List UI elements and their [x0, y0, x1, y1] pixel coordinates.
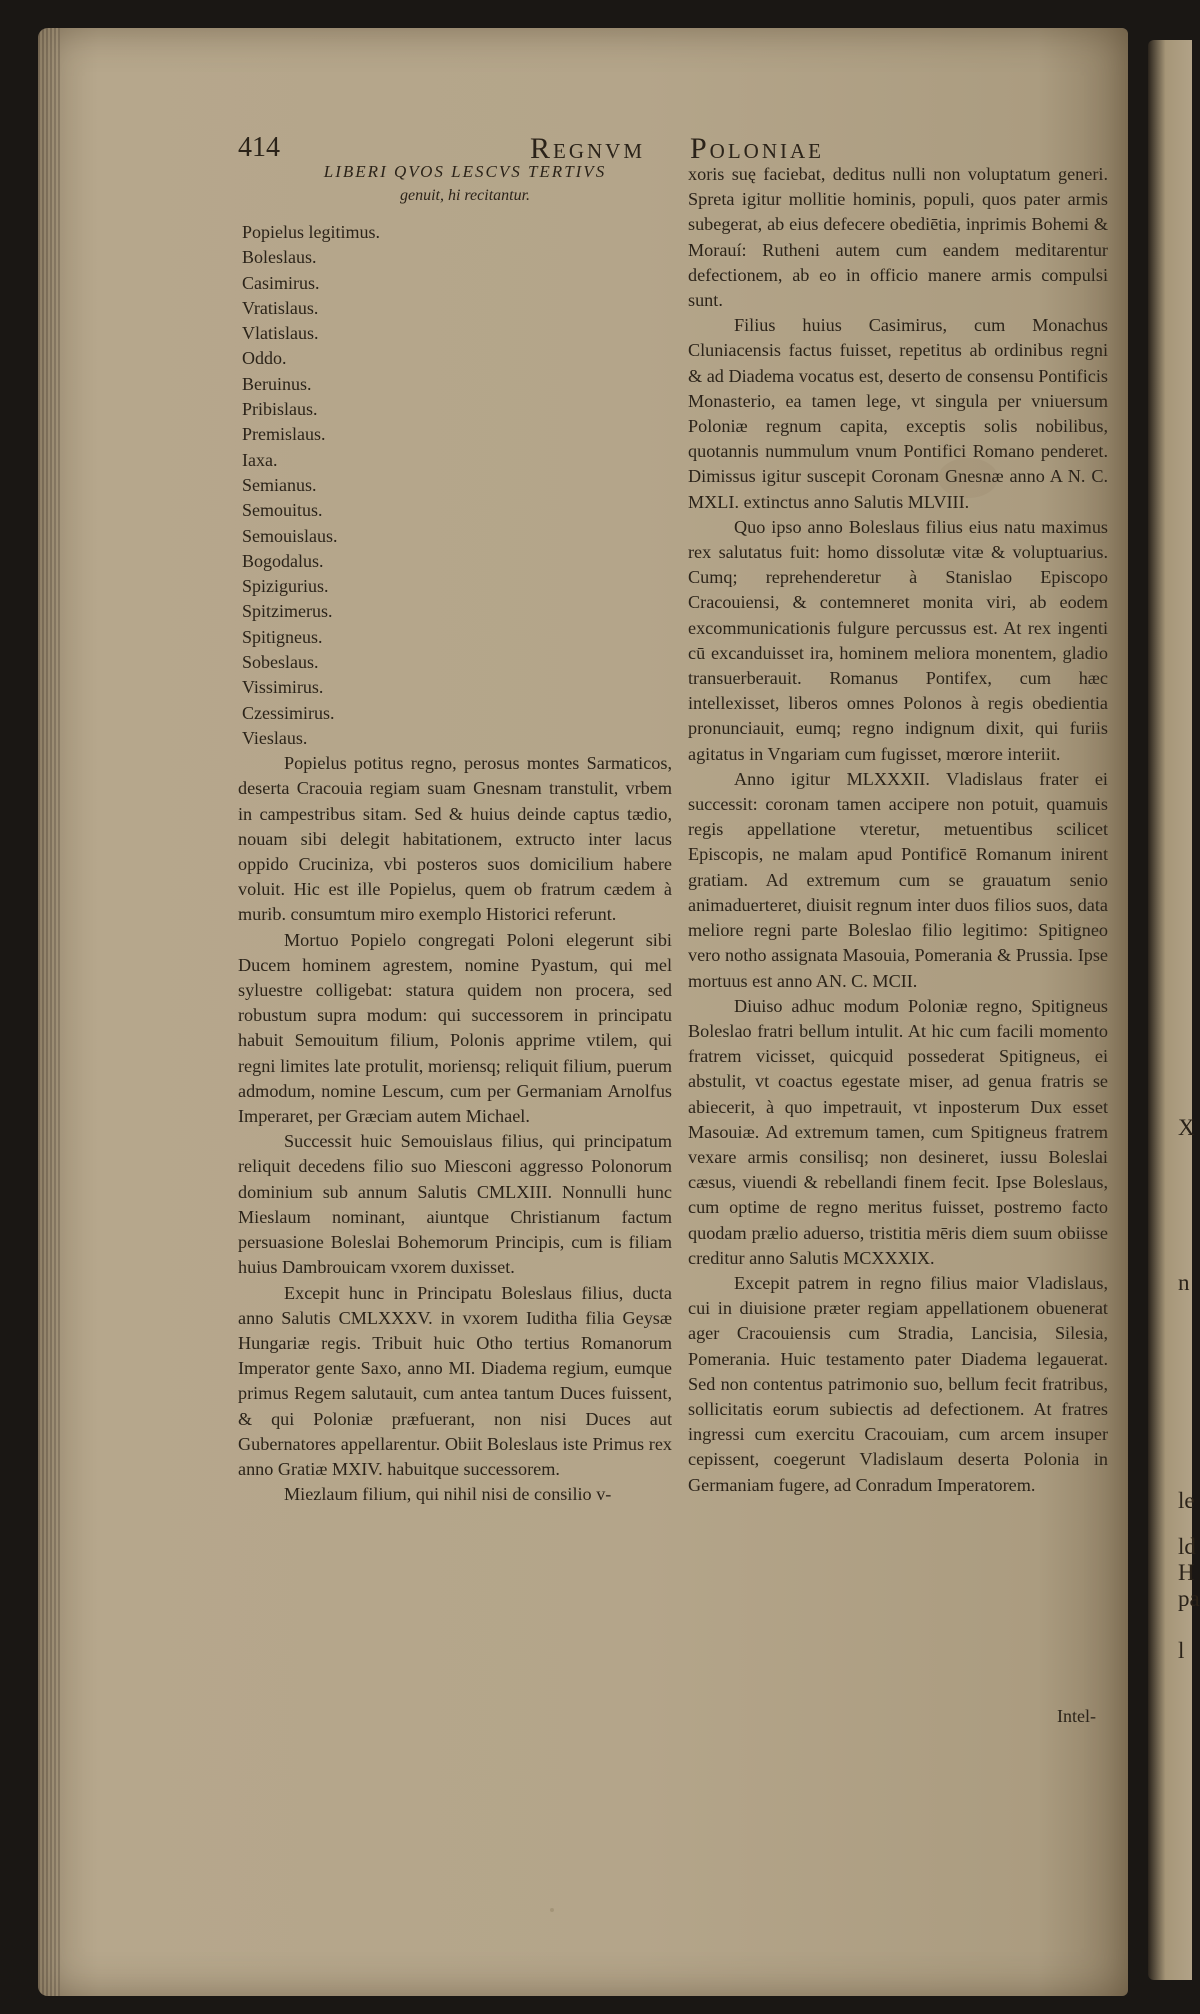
- paragraph: Diuiso adhuc modum Poloniæ regno, Spitigneus Boleslao fratri bellum intulit. At hic cum facili momento fratrem vicisset, quicquid possederat Spitigneus, ei abstulit, vt coactus egestate miser, ad genua fratris se abiecerit, à quo impetrauit, vt inposterum Dux esset Masouiæ. Ad extremum tamen, cum Spitigneus fratrem vexare armis consilisq; non desineret, iussu Boleslai cæsus, viuendi & rebellandi finem fecit. Ipse Boleslaus, cum optime de regno meritus fuisset, postremo facto quodam prælio aduerso, tristitia mēris diem suum obiisse creditur anno Salutis MCXXXIX.: [688, 995, 1108, 1268]
- paragraph: Excepit patrem in regno filius maior Vladislaus, cui in diuisione præter regiam appellationem obuenerat ager Cracouiensis cum Stradia, Lancisia, Silesia, Pomerania. Huic testamento pater Diadema legauerat. Sed non contentus patrimonio suo, bellum fecit fratribus, sollicitatis eorum subiectis ad defectionem. At fratres ingressi cum exercitu Cracouiam, cum arcem insuper cepissent, coegerunt Vladislaum deserta Polonia in Germaniam fugere, ad Conradum Imperatorem.: [688, 1272, 1108, 1495]
- list-item: Vratislaus.: [242, 297, 319, 318]
- right-column: [688, 162, 1108, 1498]
- list-item: Vieslaus.: [242, 727, 308, 748]
- paper-speck: [550, 1908, 554, 1912]
- paragraph: Excepit hunc in Principatu Boleslaus filius, ducta anno Salutis CMLXXXV. in vxorem Iuditha filia Geysæ Hungariæ regis. Tribuit huic Otho tertius Romanorum Imperator gente Saxo, anno MI. Diadema regium, eumque primus Regem salutauit, cum antea tantum Duces fuissent, & qui Poloniæ præfuerant, non nisi Duces aut Gubernatores appellarentur. Obiit Boleslaus iste Primus rex anno Gratiæ MXIV. habuitque successorem.: [238, 1282, 672, 1479]
- list-item: Iaxa.: [242, 449, 278, 470]
- paragraph: Popielus potitus regno, perosus montes Sarmaticos, deserta Cracouia regiam suam Gnesnam transtulit, vrbem in campestribus sitam. Sed & huius deinde captus tædio, nouam sibi delegit habitationem, extructo inter lacus oppido Cruciniza, vbi posteros suos domicilium habere voluit. Hic est ille Popielus, quem ob fratrum cædem à murib. consumtum miro exemplo Historici referunt.: [238, 753, 672, 925]
- list-item: Vissimirus.: [242, 677, 324, 698]
- paragraph: Mortuo Popielo congregati Poloni elegerunt sibi Ducem hominem agrestem, nomine Pyastum, qui mel syluestre colligebat: statura quidem non procera, sed robustum supra modum: qui successorem in principatu habuit Semouitum filium, Polonis apprime vtilem, qui regni limites late protulit, moriensq; reliquit filium, puerum admodum, nomine Lescum, cum per Germaniam Arnolfus Imperaret, per Græciam autem Michael.: [238, 929, 672, 1127]
- running-title: Regnvm: [530, 132, 646, 165]
- list-item: Popielus legitimus.: [242, 222, 381, 242]
- list-item: Casimirus.: [242, 272, 320, 293]
- list-item: Premislaus.: [242, 424, 326, 445]
- list-item: Boleslaus.: [242, 247, 317, 268]
- list-item: Spitzimerus.: [242, 601, 333, 622]
- children-list: [242, 220, 672, 751]
- list-item: Spizigurius.: [242, 576, 329, 597]
- paragraph: Filius huius Casimirus, cum Monachus Cluniacensis factus fuisset, repetitus ab ordinibus regni & ad Diadema vocatus est, deserto de consensu Pontificis Monasterio, ea tamen lege, vt singula per vniuersum Poloniæ regnum capita, exceptis solis nobilibus, quotannis nummulum vnum Pontifici Romano penderet. Dimissus igitur suscepit Coronam Gnesnæ anno A N. C. MXLI. extinctus anno Salutis MLVIII.: [688, 315, 1108, 512]
- list-item: Semouislaus.: [242, 525, 338, 546]
- paragraph: Anno igitur MLXXXII. Vladislaus frater ei successit: coronam tamen accipere non potuit, quamuis regis appellatione vteretur, metuentibus scilicet Episcopis, ne malam apud Pontificē Romanum inirent gratiam. Ad extremum cum se grauatum senio animaduerteret, diuisit regnum inter duos filios suos, data meliore regni parte Boleslao filio legitimo: Spitigneo vero notho assignata Masouia, Pomerania & Prussia. Ipse mortuus est anno AN. C. MCII.: [688, 768, 1108, 991]
- adjacent-text-fragment: pa: [1178, 1586, 1200, 1611]
- paragraph: Miezlaum filium, qui nihil nisi de consilio v-: [284, 1484, 612, 1505]
- list-item: Beruinus.: [242, 373, 312, 394]
- adjacent-text-fragment: l: [1178, 1638, 1185, 1663]
- adjacent-page-edge: [1148, 40, 1200, 1980]
- paragraph: Quo ipso anno Boleslaus filius eius natu maximus rex salutatus fuit: homo dissolutæ vitæ & voluptuarius. Cumq; reprehenderetur à Stanislao Episcopo Cracouiensi, & contemneret monita viri, ab eodem excommunicationis fulgure percussus est. At rex ingenti cū excanduisset ira, hominem meliora monentem, gladio transuerberauit. Romanus Pontifex, cum hæc intellexisset, liberos omnes Polonos à regis obedientia pronunciauit, eumq; regno indignum dixit, qui furiis agitatus in Vngariam cum fugisset, mœrore interiit.: [688, 516, 1108, 764]
- list-item: Vlatislaus.: [242, 323, 319, 344]
- list-item: Semianus.: [242, 474, 317, 495]
- running-title: Poloniae: [690, 132, 824, 165]
- paragraph: Successit huic Semouislaus filius, qui principatum reliquit decedens filio suo Miesconi aggresso Polonorum dominium sub annum Salutis CMLXIII. Nonnulli hunc Mieslaum nominant, aiuntque Christianum factum persuasione Boleslai Bohemorum Principis, cum is filiam huius Dambrouicam vxorem duxisset.: [238, 1131, 672, 1278]
- adjacent-text-fragment: n: [1178, 1270, 1190, 1295]
- section-heading: [258, 160, 672, 208]
- left-column: [238, 160, 672, 1507]
- adjacent-text-fragment: le: [1178, 1488, 1195, 1513]
- list-item: Bogodalus.: [242, 550, 324, 571]
- catchword: Intel-: [1057, 1706, 1096, 1726]
- adjacent-text-fragment: ld: [1178, 1534, 1196, 1559]
- list-item: Semouitus.: [242, 500, 323, 521]
- section-heading-subtitle: genuit, hi recitantur.: [399, 187, 531, 204]
- paragraph: xoris suę faciebat, deditus nulli non voluptatum generi. Spreta igitur mollitie hominis, populi, quos pater armis subegerat, ab eius defecere obediētia, inprimis Bohemi & Morauí: Rutheni autem cum eandem meditarentur defectionem, ab eo in officio manere armis compulsi sunt.: [688, 164, 1108, 311]
- adjacent-text-fragment: X: [1178, 1115, 1195, 1140]
- adjacent-text-fragment: H: [1178, 1560, 1195, 1585]
- list-item: Czessimirus.: [242, 702, 335, 723]
- list-item: Spitigneus.: [242, 626, 323, 647]
- list-item: Pribislaus.: [242, 399, 318, 420]
- section-heading-title: LIBERI QVOS LESCVS TERTIVS: [323, 162, 607, 181]
- list-item: Oddo.: [242, 348, 287, 369]
- page-number: 414: [238, 132, 280, 163]
- list-item: Sobeslaus.: [242, 652, 319, 673]
